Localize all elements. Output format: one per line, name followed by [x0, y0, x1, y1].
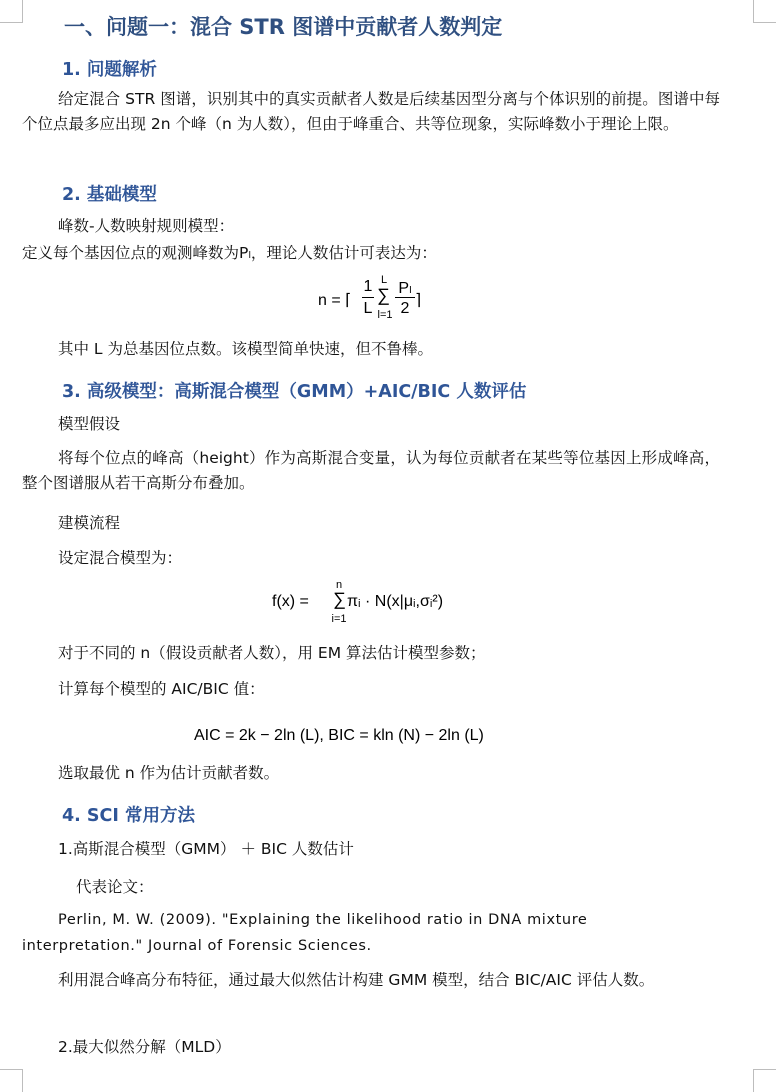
set-model-text: 设定混合模型为： — [58, 549, 183, 567]
formula-fraction2-bar — [395, 297, 415, 298]
reference-summary: 利用混合峰高分布特征，通过最大似然估计构建 GMM 模型，结合 BIC/AIC 评估人数。 — [58, 971, 655, 989]
gmm-sum-lower: i=1 — [331, 613, 347, 625]
gmm-formula-rhs: πᵢ · N(x|μᵢ,σᵢ²) — [347, 593, 444, 610]
gmm-formula-lhs: f(x) = — [272, 593, 309, 610]
formula-fraction-numerator: 1 — [363, 278, 373, 295]
gmm-formula — [272, 580, 472, 628]
page-corner-mark — [0, 1069, 23, 1092]
formula-sum-upper: L — [380, 274, 388, 286]
subsection-heading-sci-methods: 4. SCI 常用方法 — [62, 806, 195, 826]
aic-bic-formula: AIC = 2k − 2ln (L), BIC = kln (N) − 2ln (L) — [194, 727, 484, 744]
page-corner-mark — [753, 1069, 776, 1092]
formula-sum-sign: ∑ — [377, 285, 390, 305]
method-1: 1.高斯混合模型（GMM） ＋ BIC 人数估计 — [58, 840, 354, 858]
formula-fraction2-numerator: Pₗ — [398, 280, 412, 297]
em-step: 对于不同的 n（假设贡献者人数），用 EM 算法估计模型参数； — [58, 644, 486, 662]
formula-fraction-bar — [362, 297, 374, 298]
model-name: 峰数-人数映射规则模型： — [58, 217, 235, 235]
reference-line-1: Perlin, M. W. (2009). "Explaining the likelihood ratio in DNA mixture — [58, 912, 588, 928]
section-title: 一、问题一：混合 STR 图谱中贡献者人数判定 — [64, 15, 503, 39]
assumption-title: 模型假设 — [58, 415, 121, 433]
formula-rhs: ⌉ — [415, 292, 422, 309]
analysis-paragraph: 给定混合 STR 图谱，识别其中的真实贡献者人数是后续基因型分离与个体识别的前提。图谱中每个位点最多应出现 2n 个峰（n 为人数），但由于峰重合、共等位现象，实际峰数小于理论上限。 — [22, 90, 720, 133]
flow-title: 建模流程 — [58, 514, 121, 532]
formula-lhs: n = ⌈ — [318, 292, 352, 309]
assumption-paragraph: 将每个位点的峰高（height）作为高斯混合变量，认为每位贡献者在某些等位基因上形成峰高，整个图谱服从若干高斯分布叠加。 — [22, 449, 720, 492]
model-definition: 定义每个基因位点的观测峰数为Pₗ，理论人数估计可表达为： — [22, 244, 437, 262]
formula-fraction-denominator: L — [363, 300, 373, 317]
select-step: 选取最优 n 作为估计贡献者数。 — [58, 764, 280, 782]
formula-fraction2-denominator: 2 — [400, 300, 410, 317]
page-corner-mark — [0, 0, 23, 23]
aic-step: 计算每个模型的 AIC/BIC 值： — [58, 680, 265, 698]
basic-formula — [318, 276, 428, 324]
subsection-heading-basic-model: 2. 基础模型 — [62, 185, 157, 205]
page-corner-mark — [753, 0, 776, 23]
reference-line-2: interpretation." Journal of Forensic Sciences. — [22, 938, 372, 954]
subsection-heading-advanced-model: 3. 高级模型：高斯混合模型（GMM）+AIC/BIC 人数评估 — [62, 382, 527, 402]
subsection-heading-analysis: 1. 问题解析 — [62, 60, 157, 80]
method-2: 2.最大似然分解（MLD） — [58, 1038, 231, 1056]
model-note: 其中 L 为总基因位点数。该模型简单快速，但不鲁棒。 — [58, 340, 433, 358]
gmm-sum-upper: n — [335, 579, 343, 591]
representative-label: 代表论文： — [76, 878, 154, 896]
formula-sum-lower: l=1 — [377, 309, 393, 321]
gmm-sum-sign: ∑ — [333, 589, 346, 609]
